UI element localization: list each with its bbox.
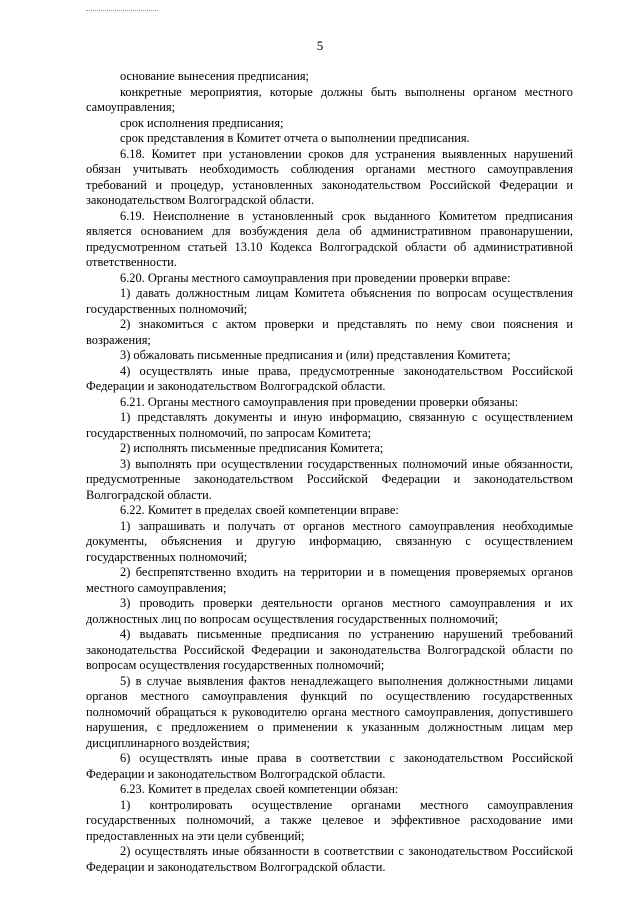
paragraph: 6.23. Комитет в пределах своей компетенции обязан:	[120, 782, 399, 796]
paragraph: 2) беспрепятственно входить на территории и в помещения проверяемых органов местного самоуправления;	[86, 565, 573, 595]
paragraph: 2) исполнять письменные предписания Комитета;	[120, 441, 384, 455]
paragraph: 4) выдавать письменные предписания по устранению нарушений требований законодательства Российской Федерации и законодательства Волгоградской области по вопросам осуществления государственных полномочий;	[86, 627, 573, 672]
paragraph: 4) осуществлять иные права, предусмотренные законодательством Российской Федерации и законодательством Волгоградской области.	[86, 363, 573, 393]
paragraph: 3) проводить проверки деятельности органов местного самоуправления и их должностных лиц по вопросам осуществления государственных полномочий;	[86, 596, 573, 626]
paragraph: срок представления в Комитет отчета о выполнении предписания.	[120, 131, 470, 145]
paragraph: 6) осуществлять иные права в соответствии с законодательством Российской Федерации и законодательством Волгоградской области.	[86, 751, 573, 781]
paragraph: 2) осуществлять иные обязанности в соответствии с законодательством Российской Федерации и законодательством Волгоградской области.	[86, 844, 573, 874]
paragraph: 5) в случае выявления фактов ненадлежащего выполнения должностными лицами органов местного самоуправления функций по осуществлению государственных полномочий обращаться к руководителю органа местного самоуправления, допустившего нарушения, с предложением о применении к указанным должностным лицам мер дисциплинарного воздействия;	[86, 673, 573, 750]
paragraph: 6.19. Неисполнение в установленный срок выданного Комитетом предписания является основанием для возбуждения дела об административном правонарушении, предусмотренном статьей 13.10 Кодекса Волгоградской области об административной ответственности.	[86, 208, 573, 269]
paragraph: 2) знакомиться с актом проверки и представлять по нему свои пояснения и возражения;	[86, 317, 573, 347]
paragraph: 1) давать должностным лицам Комитета объяснения по вопросам осуществления государственных полномочий;	[86, 286, 573, 316]
paragraph: 6.20. Органы местного самоуправления при проведении проверки вправе:	[120, 270, 511, 285]
paragraph: 1) представлять документы и иную информацию, связанную с осуществлением государственных полномочий, по запросам Комитета;	[86, 410, 573, 440]
paragraph: срок исполнения предписания;	[120, 115, 284, 130]
paragraph: конкретные мероприятия, которые должны быть выполнены органом местного самоуправления;	[86, 84, 573, 114]
paragraph: 3) выполнять при осуществлении государственных полномочий иные обязанности, предусмотренные законодательством Российской Федерации и законодательством Волгоградской области.	[86, 456, 573, 502]
page-number: 5	[316, 38, 324, 53]
paragraph: основание вынесения предписания;	[120, 69, 309, 83]
paragraph: 1) контролировать осуществление органами местного самоуправления государственных полномочий, а также целевое и эффективное расходование ими предоставленных на эти цели субвенций;	[86, 797, 573, 843]
paragraph: 6.18. Комитет при установлении сроков для устранения выявленных нарушений обязан учитывать необходимость соблюдения органами местного самоуправления требований и процедур, установленных законодательством Российской Федерации и законодательством Волгоградской области.	[86, 146, 573, 207]
header-mark	[86, 10, 158, 17]
paragraph: 3) обжаловать письменные предписания и (или) представления Комитета;	[120, 348, 511, 362]
paragraph: 6.22. Комитет в пределах своей компетенции вправе:	[120, 503, 399, 517]
paragraph: 1) запрашивать и получать от органов местного самоуправления необходимые документы, объяснения и другую информацию, связанную с осуществлением государственных полномочий;	[86, 518, 573, 564]
paragraph: 6.21. Органы местного самоуправления при проведении проверки обязаны:	[120, 394, 519, 409]
document-body	[86, 69, 573, 875]
